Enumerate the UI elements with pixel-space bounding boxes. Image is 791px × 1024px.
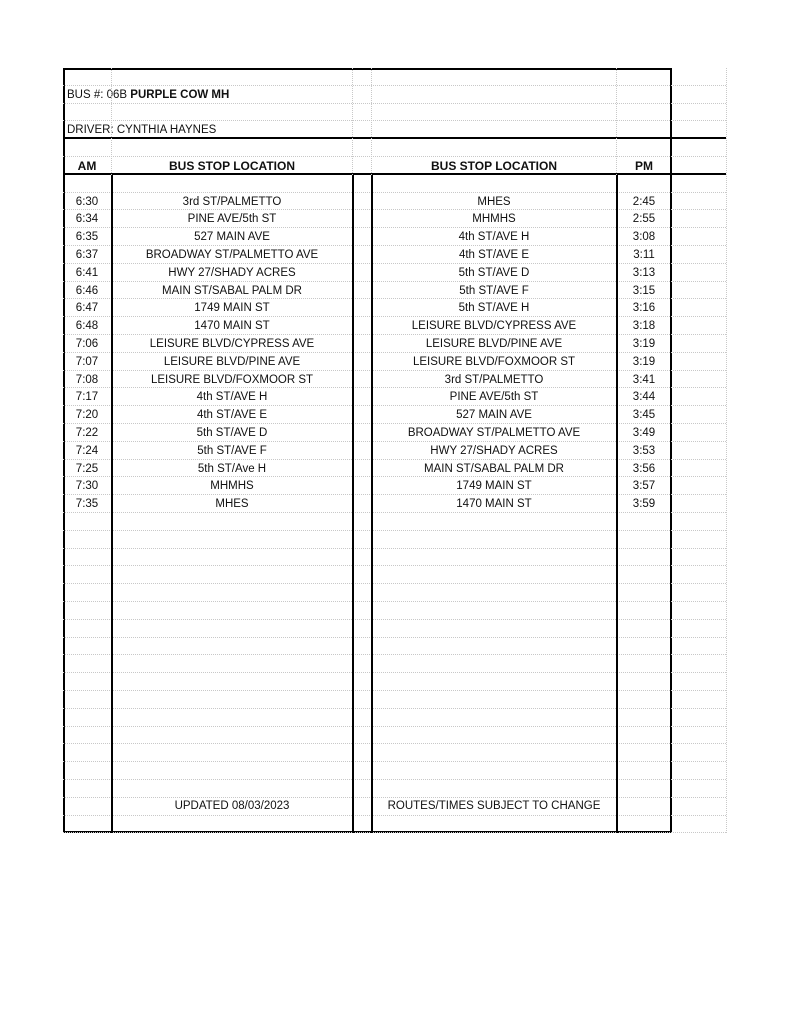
- am-stop-location: BROADWAY ST/PALMETTO AVE: [145, 248, 319, 261]
- am-time: 6:46: [75, 284, 99, 297]
- pm-stop-location: 3rd ST/PALMETTO: [444, 373, 544, 386]
- am-stop-location: 5th ST/AVE F: [197, 444, 267, 457]
- am-stop-location: 5th ST/Ave H: [197, 462, 267, 475]
- am-time: 6:34: [75, 213, 99, 226]
- pm-time: 3:45: [632, 409, 656, 422]
- bus-name: PURPLE COW MH: [130, 89, 230, 101]
- pm-time: 3:11: [633, 248, 655, 261]
- am-stop-location: 1749 MAIN ST: [194, 302, 270, 315]
- grid-row-line: [63, 691, 726, 709]
- pm-time: 3:08: [632, 231, 656, 244]
- am-stop-location: LEISURE BLVD/FOXMOOR ST: [150, 373, 314, 386]
- pm-time: 3:15: [632, 284, 656, 297]
- pm-stop-location: 527 MAIN AVE: [456, 409, 532, 422]
- am-stop-location: MHMHS: [210, 480, 254, 493]
- grid-row-line: [63, 673, 726, 691]
- pm-stop-location: 5th ST/AVE H: [458, 302, 530, 315]
- am-time: 7:07: [75, 355, 99, 368]
- am-time: 7:22: [75, 426, 99, 439]
- grid-row-line: [63, 744, 726, 762]
- am-time: 6:48: [75, 320, 99, 333]
- am-time: 7:30: [75, 480, 99, 493]
- pm-time: 3:59: [632, 498, 656, 511]
- pm-stop-location: 5th ST/AVE F: [459, 284, 529, 297]
- am-stop-location: PINE AVE/5th ST: [187, 213, 277, 226]
- am-column-header: AM: [77, 159, 97, 173]
- grid-row-line: [63, 86, 726, 104]
- pm-stop-location: BROADWAY ST/PALMETTO AVE: [407, 426, 581, 439]
- pm-stop-location: LEISURE BLVD/FOXMOOR ST: [412, 355, 576, 368]
- driver-line: DRIVER: CYNTHIA HAYNES: [67, 124, 217, 136]
- am-time: 7:17: [75, 391, 99, 404]
- pm-time: 3:44: [632, 391, 656, 404]
- pm-column-header: PM: [635, 159, 653, 173]
- grid-column-line: [111, 68, 112, 175]
- grid-row-line: [63, 584, 726, 602]
- am-stop-location: 4th ST/AVE H: [196, 391, 268, 404]
- grid-column-line: [352, 175, 354, 833]
- am-stop-location: MAIN ST/SABAL PALM DR: [162, 284, 302, 297]
- grid-row-line: [63, 121, 726, 139]
- updated-date: UPDATED 08/03/2023: [174, 800, 290, 812]
- pm-time: 3:57: [632, 480, 656, 493]
- pm-time: 3:18: [632, 320, 656, 333]
- grid-column-line: [616, 68, 617, 175]
- grid-row-line: [63, 709, 726, 727]
- pm-time: 3:41: [632, 373, 656, 386]
- am-stop-location: 1470 MAIN ST: [194, 320, 270, 333]
- am-time: 6:37: [75, 248, 99, 261]
- am-time: 7:08: [75, 373, 99, 386]
- grid-column-line: [726, 68, 727, 833]
- grid-row-line: [63, 139, 726, 157]
- am-time: 6:41: [75, 266, 99, 279]
- bus-number-label: BUS #: 06B: [67, 89, 128, 101]
- grid-row-line: [63, 513, 726, 531]
- grid-row-line: [63, 549, 726, 567]
- pm-time: 3:13: [632, 266, 656, 279]
- pm-location-column-header: BUS STOP LOCATION: [430, 159, 557, 173]
- grid-row-line: [63, 68, 726, 86]
- pm-time: 3:19: [632, 337, 656, 350]
- grid-row-line: [63, 780, 726, 798]
- am-stop-location: 4th ST/AVE E: [196, 409, 268, 422]
- grid-row-line: [63, 620, 726, 638]
- grid-row-line: [63, 602, 726, 620]
- grid-row-line: [63, 175, 726, 193]
- am-stop-location: MHES: [215, 498, 249, 511]
- pm-stop-location: LEISURE BLVD/PINE AVE: [425, 337, 563, 350]
- pm-stop-location: MHMHS: [472, 213, 516, 226]
- pm-stop-location: PINE AVE/5th ST: [449, 391, 539, 404]
- pm-time: 3:16: [632, 302, 656, 315]
- am-time: 7:06: [75, 337, 99, 350]
- pm-time: 3:49: [632, 426, 656, 439]
- pm-stop-location: 1749 MAIN ST: [456, 480, 532, 493]
- pm-stop-location: HWY 27/SHADY ACRES: [430, 444, 558, 457]
- pm-stop-location: LEISURE BLVD/CYPRESS AVE: [411, 320, 577, 333]
- am-time: 7:20: [75, 409, 99, 422]
- pm-stop-location: 4th ST/AVE H: [458, 231, 530, 244]
- pm-time: 2:55: [632, 213, 656, 226]
- pm-time: 2:45: [632, 195, 656, 208]
- pm-time: 3:53: [632, 444, 656, 457]
- pm-stop-location: MAIN ST/SABAL PALM DR: [424, 462, 564, 475]
- am-time: 7:25: [75, 462, 99, 475]
- grid-row-line: [63, 157, 726, 175]
- pm-time: 3:19: [632, 355, 656, 368]
- grid-row-line: [63, 727, 726, 745]
- am-time: 6:35: [75, 231, 99, 244]
- grid-row-line: [63, 762, 726, 780]
- am-stop-location: LEISURE BLVD/PINE AVE: [163, 355, 301, 368]
- grid-row-line: [63, 655, 726, 673]
- pm-stop-location: 1470 MAIN ST: [456, 498, 532, 511]
- pm-time: 3:56: [632, 462, 656, 475]
- pm-stop-location: 4th ST/AVE E: [458, 248, 530, 261]
- grid-row-line: [63, 816, 726, 834]
- grid-column-line: [371, 68, 372, 175]
- grid-row-line: [63, 566, 726, 584]
- am-time: 7:35: [75, 498, 99, 511]
- pm-stop-location: MHES: [477, 195, 511, 208]
- change-notice: ROUTES/TIMES SUBJECT TO CHANGE: [387, 800, 601, 812]
- am-stop-location: 527 MAIN AVE: [194, 231, 270, 244]
- grid-row-line: [63, 104, 726, 122]
- grid-column-line: [352, 68, 353, 175]
- am-stop-location: 3rd ST/PALMETTO: [182, 195, 282, 208]
- am-stop-location: 5th ST/AVE D: [196, 426, 268, 439]
- pm-stop-location: 5th ST/AVE D: [458, 266, 530, 279]
- am-stop-location: HWY 27/SHADY ACRES: [168, 266, 296, 279]
- grid-row-line: [63, 638, 726, 656]
- grid-row-line: [63, 531, 726, 549]
- am-location-column-header: BUS STOP LOCATION: [168, 159, 295, 173]
- am-time: 7:24: [75, 444, 99, 457]
- am-time: 6:47: [75, 302, 99, 315]
- am-stop-location: LEISURE BLVD/CYPRESS AVE: [149, 337, 315, 350]
- am-time: 6:30: [75, 195, 99, 208]
